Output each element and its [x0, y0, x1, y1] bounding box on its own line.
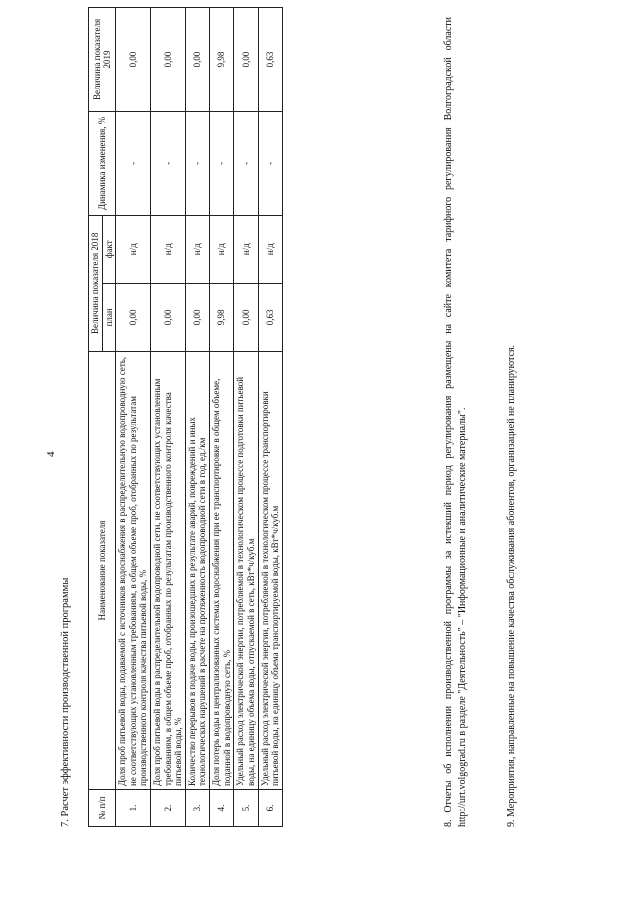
row-plan: 0,00	[151, 283, 186, 351]
row-name: Доля потерь воды в централизованных системах водоснабжения при ее транспортировке в общем объеме, поданной в водопроводную сеть, %	[210, 351, 234, 789]
table-row	[116, 8, 151, 827]
row-num: 4.	[210, 790, 234, 827]
row-value-2019: 0,00	[234, 8, 258, 112]
row-dynamics: -	[258, 111, 282, 215]
row-name: Удельный расход электрической энергии, потребляемой в технологическом процессе транспортировки питьевой воды, на единицу объема транспортируемой воды, кВт*ч/куб.м	[258, 351, 282, 789]
row-name: Доля проб питьевой воды в распределительной водопроводной сети, не соответствующих установленным требованиям, в общем объеме проб, отобранных по результатам производственного контроля качества питьевой воды, %	[151, 351, 186, 789]
row-fact: н/д	[151, 215, 186, 283]
row-num: 5.	[234, 790, 258, 827]
row-value-2019: 9,98	[210, 8, 234, 112]
row-plan: 9,98	[210, 283, 234, 351]
table-row	[258, 8, 282, 827]
efficiency-table	[88, 7, 283, 827]
header-value-2019: Величина показателя 2019	[89, 8, 116, 112]
row-value-2019: 0,63	[258, 8, 282, 112]
row-dynamics: -	[116, 111, 151, 215]
row-num: 3.	[185, 790, 209, 827]
row-dynamics: -	[210, 111, 234, 215]
page-number: 4	[45, 451, 57, 457]
header-dynamics: Динамика изменения, %	[89, 111, 116, 215]
row-dynamics: -	[185, 111, 209, 215]
table-row	[210, 8, 234, 827]
row-plan: 0,00	[185, 283, 209, 351]
row-name: Удельный расход электрической энергии, потребляемой в технологическом процессе подготовки питьевой воды, на единицу объема воды, отпускаемой в сеть, кВт*ч/куб.м	[234, 351, 258, 789]
row-name: Количество перерывов в подаче воды, произошедших в результате аварий, повреждений и иных технологических нарушений в расчете на протяженность водопроводной сети в год, ед./км	[185, 351, 209, 789]
row-num: 6.	[258, 790, 282, 827]
note-8: 8. Отчеты об исполнении производственной программы за истекший период регулирования размещены на сайте комитета тарифного регулирования Волгоградской области http://urt.volgograd.ru в разделе "Деятельность" – "Информационные и аналитические материалы".	[443, 17, 468, 827]
row-fact: н/д	[234, 215, 258, 283]
table-row	[234, 8, 258, 827]
header-num: № п/п	[89, 790, 116, 827]
note-9: 9. Мероприятия, направленные на повышение качества обслуживания абонентов, организацией не планируются.	[506, 344, 517, 827]
header-plan: план	[102, 283, 116, 351]
row-fact: н/д	[258, 215, 282, 283]
row-fact: н/д	[185, 215, 209, 283]
row-value-2019: 0,00	[151, 8, 186, 112]
header-value-2018: Величина показателя 2018	[89, 215, 103, 351]
row-fact: н/д	[116, 215, 151, 283]
row-dynamics: -	[234, 111, 258, 215]
row-value-2019: 0,00	[185, 8, 209, 112]
header-fact: факт	[102, 215, 116, 283]
row-name: Доля проб питьевой воды, подаваемой с источников водоснабжения в распределительную водопроводную сеть, не соответствующих установленным требованиям, в общем объеме проб, отобранных по результатам производственного контроля качества питьевой воды, %	[116, 351, 151, 789]
header-name: Наименование показателя	[89, 351, 116, 789]
section-heading: 7. Расчет эффективности производственной программы	[60, 577, 71, 827]
table-row	[185, 8, 209, 827]
row-plan: 0,00	[116, 283, 151, 351]
row-dynamics: -	[151, 111, 186, 215]
row-num: 2.	[151, 790, 186, 827]
row-num: 1.	[116, 790, 151, 827]
row-plan: 0,00	[234, 283, 258, 351]
table-row	[151, 8, 186, 827]
row-plan: 0,63	[258, 283, 282, 351]
row-fact: н/д	[210, 215, 234, 283]
row-value-2019: 0,00	[116, 8, 151, 112]
